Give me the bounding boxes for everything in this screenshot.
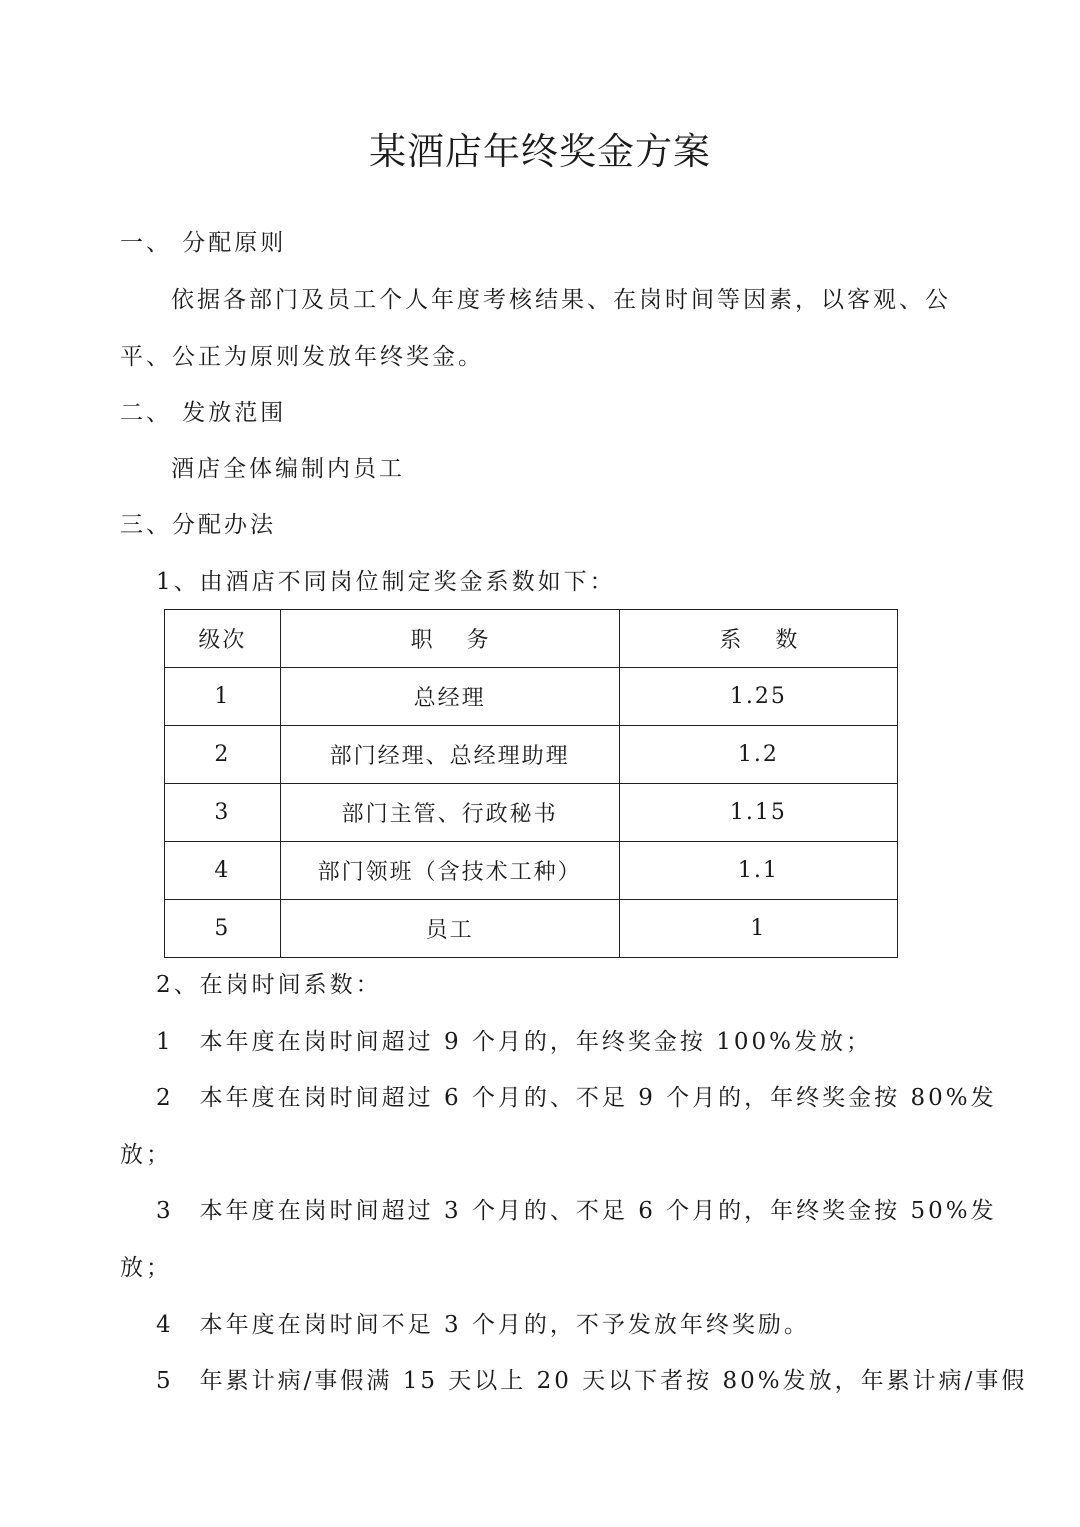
tenure-item-3-line-2: 放； <box>120 1255 172 1281</box>
tenure-item-2-line-1: 2 本年度在岗时间超过 6 个月的、不足 9 个月的，年终奖金按 80%发 <box>156 1085 997 1111</box>
table-row <box>165 900 898 958</box>
section-1-paragraph-line-2: 平、公正为原则发放年终奖金。 <box>120 344 484 370</box>
cell-level: 3 <box>165 784 281 842</box>
table-row <box>165 668 898 726</box>
table-row <box>165 784 898 842</box>
tenure-item-5: 5 年累计病/事假满 15 天以上 20 天以下者按 80%发放，年累计病/事假 <box>156 1368 1028 1394</box>
cell-position: 总经理 <box>280 668 619 726</box>
cell-position: 员工 <box>280 900 619 958</box>
cell-coefficient: 1 <box>619 900 897 958</box>
table-row <box>165 726 898 784</box>
section-2-paragraph: 酒店全体编制内员工 <box>171 456 405 482</box>
cell-level: 2 <box>165 726 281 784</box>
cell-position: 部门领班（含技术工种） <box>280 842 619 900</box>
cell-level: 5 <box>165 900 281 958</box>
cell-coefficient: 1.25 <box>619 668 897 726</box>
header-coefficient: 系数 <box>619 610 897 668</box>
page-title: 某酒店年终奖金方案 <box>369 130 711 173</box>
cell-coefficient: 1.2 <box>619 726 897 784</box>
section-3-sub-2: 2、在岗时间系数： <box>156 972 382 998</box>
section-3-sub-1: 1、由酒店不同岗位制定奖金系数如下： <box>156 569 616 595</box>
section-1-heading: 一、 分配原则 <box>120 230 287 256</box>
tenure-item-4: 4 本年度在岗时间不足 3 个月的，不予发放年终奖励。 <box>156 1312 810 1338</box>
tenure-item-3-line-1: 3 本年度在岗时间超过 3 个月的、不足 6 个月的，年终奖金按 50%发 <box>156 1198 997 1224</box>
cell-coefficient: 1.1 <box>619 842 897 900</box>
table-header-row <box>165 610 898 668</box>
cell-coefficient: 1.15 <box>619 784 897 842</box>
header-level: 级次 <box>165 610 281 668</box>
header-position: 职务 <box>280 610 619 668</box>
cell-level: 4 <box>165 842 281 900</box>
section-1-paragraph-line-1: 依据各部门及员工个人年度考核结果、在岗时间等因素，以客观、公 <box>171 287 951 313</box>
bonus-coefficient-table <box>164 609 898 958</box>
table-row <box>165 842 898 900</box>
tenure-item-1: 1 本年度在岗时间超过 9 个月的，年终奖金按 100%发放； <box>156 1029 872 1055</box>
section-2-heading: 二、 发放范围 <box>120 400 287 426</box>
cell-position: 部门经理、总经理助理 <box>280 726 619 784</box>
tenure-item-2-line-2: 放； <box>120 1142 172 1168</box>
cell-level: 1 <box>165 668 281 726</box>
cell-position: 部门主管、行政秘书 <box>280 784 619 842</box>
section-3-heading: 三、分配办法 <box>120 512 276 538</box>
